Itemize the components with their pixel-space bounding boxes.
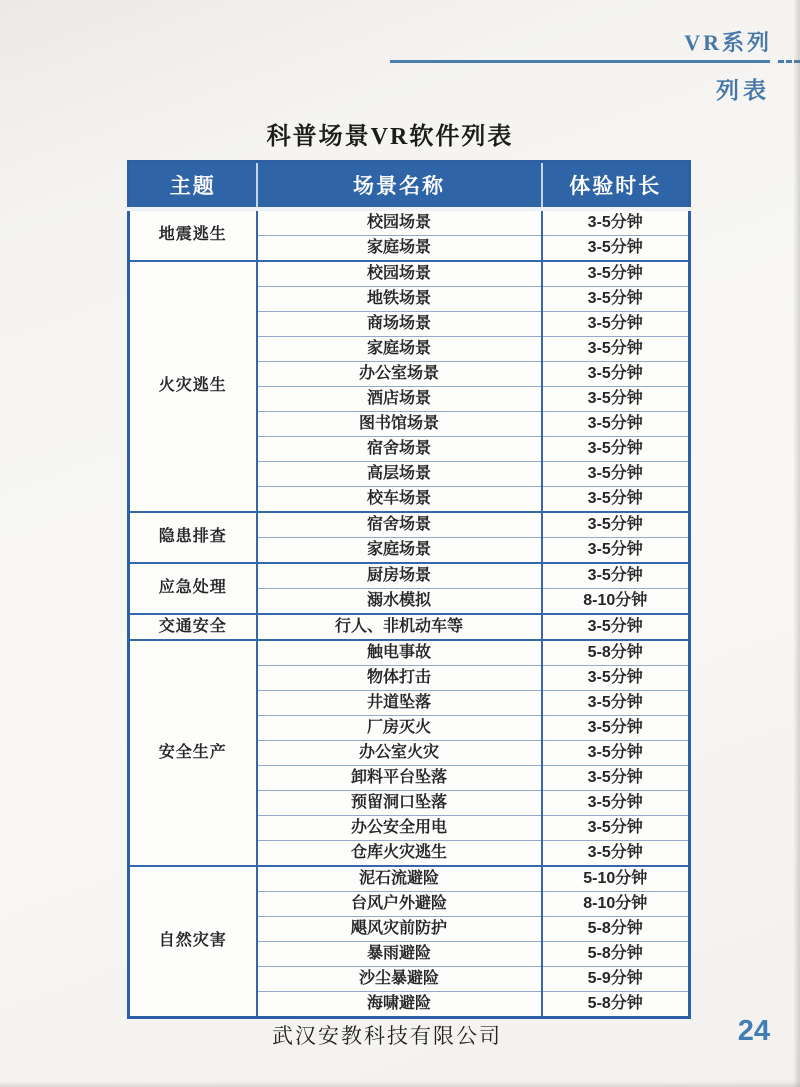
duration-cell: 5-10分钟 bbox=[542, 866, 690, 892]
scene-cell: 宿舍场景 bbox=[257, 512, 542, 538]
scene-cell: 办公室场景 bbox=[257, 362, 542, 387]
header-rule-line bbox=[390, 60, 770, 63]
scene-cell: 厨房场景 bbox=[257, 563, 542, 589]
theme-cell: 自然灾害 bbox=[129, 866, 257, 1018]
theme-cell: 隐患排查 bbox=[129, 512, 257, 563]
scene-cell: 溺水模拟 bbox=[257, 589, 542, 615]
duration-cell: 5-8分钟 bbox=[542, 917, 690, 942]
theme-cell: 安全生产 bbox=[129, 640, 257, 866]
duration-cell: 3-5分钟 bbox=[542, 462, 690, 487]
duration-cell: 3-5分钟 bbox=[542, 563, 690, 589]
table-row bbox=[129, 614, 690, 640]
scene-cell: 地铁场景 bbox=[257, 287, 542, 312]
scan-edge-artifact-right bbox=[793, 0, 800, 1087]
scene-cell: 校园场景 bbox=[257, 209, 542, 236]
table-row bbox=[129, 261, 690, 287]
duration-cell: 3-5分钟 bbox=[542, 437, 690, 462]
scene-cell: 家庭场景 bbox=[257, 538, 542, 564]
col-header-duration: 体验时长 bbox=[542, 162, 690, 210]
duration-cell: 3-5分钟 bbox=[542, 362, 690, 387]
col-header-scene: 场景名称 bbox=[257, 162, 542, 210]
scene-cell: 预留洞口坠落 bbox=[257, 791, 542, 816]
scene-cell: 家庭场景 bbox=[257, 337, 542, 362]
duration-cell: 5-8分钟 bbox=[542, 942, 690, 967]
footer-company: 武汉安教科技有限公司 bbox=[272, 1024, 502, 1048]
duration-cell: 3-5分钟 bbox=[542, 312, 690, 337]
duration-cell: 3-5分钟 bbox=[542, 691, 690, 716]
scene-cell: 办公安全用电 bbox=[257, 816, 542, 841]
duration-cell: 3-5分钟 bbox=[542, 487, 690, 513]
duration-cell: 3-5分钟 bbox=[542, 337, 690, 362]
duration-cell: 5-9分钟 bbox=[542, 967, 690, 992]
scene-cell: 触电事故 bbox=[257, 640, 542, 666]
table-row bbox=[129, 563, 690, 589]
duration-cell: 8-10分钟 bbox=[542, 589, 690, 615]
duration-cell: 3-5分钟 bbox=[542, 741, 690, 766]
scene-cell: 高层场景 bbox=[257, 462, 542, 487]
scene-cell: 校园场景 bbox=[257, 261, 542, 287]
duration-cell: 3-5分钟 bbox=[542, 287, 690, 312]
vr-software-table bbox=[127, 160, 691, 1019]
scene-cell: 宿舍场景 bbox=[257, 437, 542, 462]
theme-cell: 应急处理 bbox=[129, 563, 257, 614]
duration-cell: 3-5分钟 bbox=[542, 236, 690, 262]
scan-edge-artifact-bottom bbox=[0, 1081, 800, 1087]
table-header-row bbox=[129, 162, 690, 210]
scene-cell: 办公室火灾 bbox=[257, 741, 542, 766]
duration-cell: 3-5分钟 bbox=[542, 209, 690, 236]
scene-cell: 飓风灾前防护 bbox=[257, 917, 542, 942]
duration-cell: 5-8分钟 bbox=[542, 640, 690, 666]
duration-cell: 8-10分钟 bbox=[542, 892, 690, 917]
duration-cell: 3-5分钟 bbox=[542, 816, 690, 841]
scene-cell: 泥石流避险 bbox=[257, 866, 542, 892]
duration-cell: 3-5分钟 bbox=[542, 412, 690, 437]
series-label: VR系列 bbox=[684, 30, 772, 55]
col-header-theme: 主题 bbox=[129, 162, 257, 210]
duration-cell: 3-5分钟 bbox=[542, 716, 690, 741]
duration-cell: 5-8分钟 bbox=[542, 992, 690, 1018]
table-row bbox=[129, 866, 690, 892]
theme-cell: 火灾逃生 bbox=[129, 261, 257, 512]
table-row bbox=[129, 209, 690, 236]
table-body bbox=[129, 209, 690, 1018]
scene-cell: 井道坠落 bbox=[257, 691, 542, 716]
duration-cell: 3-5分钟 bbox=[542, 791, 690, 816]
scene-cell: 物体打击 bbox=[257, 666, 542, 691]
theme-cell: 地震逃生 bbox=[129, 209, 257, 261]
scene-cell: 图书馆场景 bbox=[257, 412, 542, 437]
scene-cell: 沙尘暴避险 bbox=[257, 967, 542, 992]
scene-cell: 家庭场景 bbox=[257, 236, 542, 262]
duration-cell: 3-5分钟 bbox=[542, 261, 690, 287]
scene-cell: 卸料平台坠落 bbox=[257, 766, 542, 791]
duration-cell: 3-5分钟 bbox=[542, 666, 690, 691]
scene-cell: 行人、非机动车等 bbox=[257, 614, 542, 640]
scene-cell: 仓库火灾逃生 bbox=[257, 841, 542, 867]
duration-cell: 3-5分钟 bbox=[542, 841, 690, 867]
theme-cell: 交通安全 bbox=[129, 614, 257, 640]
scene-cell: 校车场景 bbox=[257, 487, 542, 513]
page-title: 科普场景VR软件列表 bbox=[266, 124, 514, 150]
duration-cell: 3-5分钟 bbox=[542, 614, 690, 640]
table-row bbox=[129, 640, 690, 666]
scene-cell: 商场场景 bbox=[257, 312, 542, 337]
scene-cell: 海啸避险 bbox=[257, 992, 542, 1018]
section-page-label: 列表 bbox=[716, 78, 770, 103]
duration-cell: 3-5分钟 bbox=[542, 538, 690, 564]
duration-cell: 3-5分钟 bbox=[542, 512, 690, 538]
vr-software-table-wrap bbox=[127, 160, 688, 1019]
scene-cell: 酒店场景 bbox=[257, 387, 542, 412]
scene-cell: 厂房灭火 bbox=[257, 716, 542, 741]
scene-cell: 暴雨避险 bbox=[257, 942, 542, 967]
table-row bbox=[129, 512, 690, 538]
page-number: 24 bbox=[737, 1015, 770, 1047]
scene-cell: 台风户外避险 bbox=[257, 892, 542, 917]
duration-cell: 3-5分钟 bbox=[542, 766, 690, 791]
duration-cell: 3-5分钟 bbox=[542, 387, 690, 412]
